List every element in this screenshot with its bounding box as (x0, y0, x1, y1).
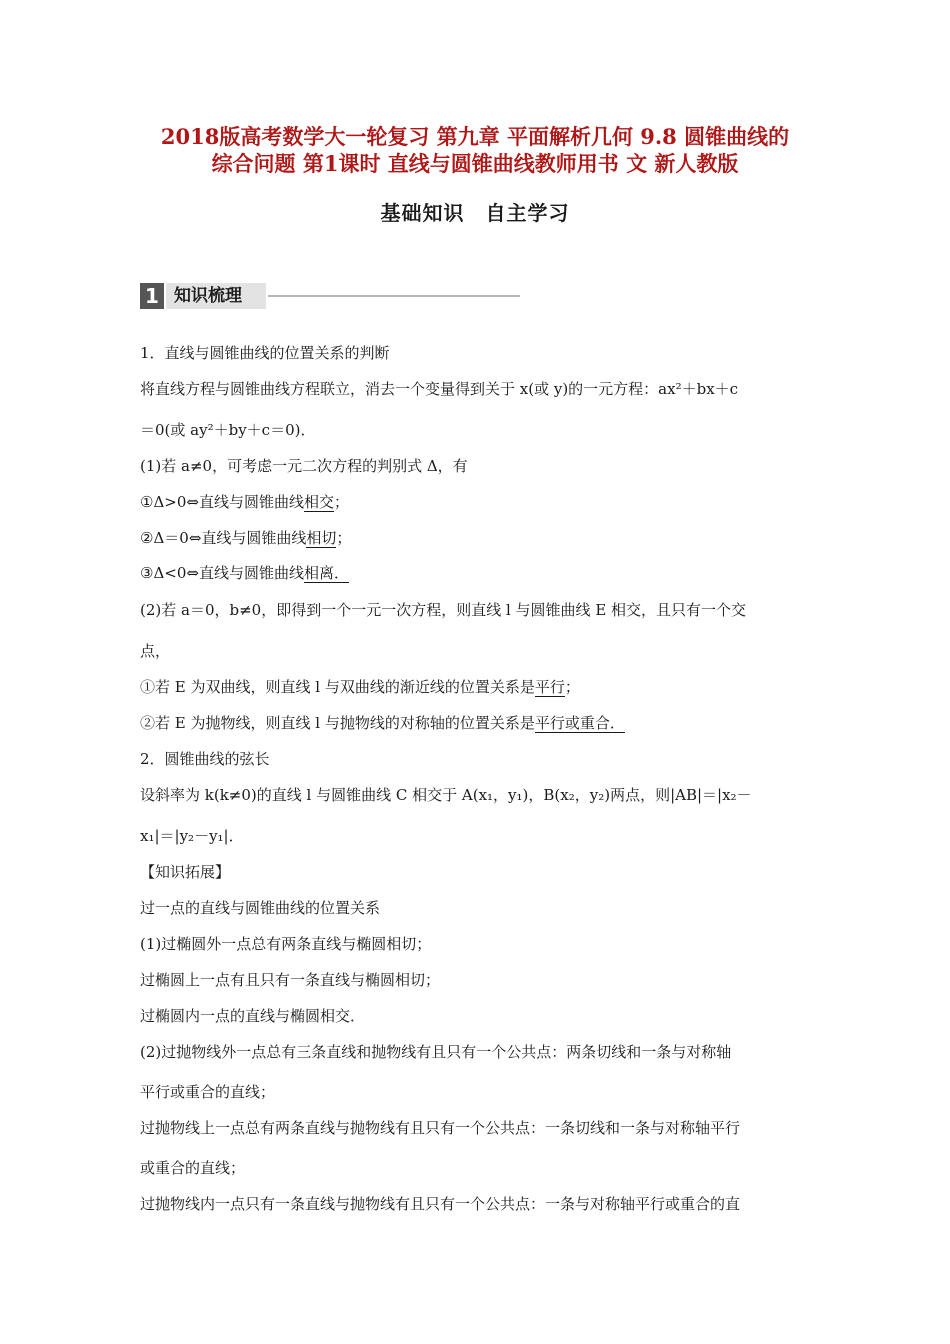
case-text: ②Δ＝0⇔直线与圆锥曲线 (140, 529, 307, 547)
paragraph-line: ＝0(或 ay²＋by＋c＝0)． (140, 421, 316, 439)
section-number-badge: 1 (140, 283, 164, 309)
paragraph-line: 过抛物线上一点总有两条直线与抛物线有且只有一个公共点：一条切线和一条与对称轴平行 (140, 1119, 741, 1137)
paragraph-line: 将直线方程与圆锥曲线方程联立，消去一个变量得到关于 x(或 y)的一元方程：ax²＋bx＋c (140, 380, 739, 398)
answer-underlined: 相切 (306, 529, 337, 547)
paragraph-line: 平行或重合的直线； (140, 1083, 276, 1101)
document-title-line-1: 2018版高考数学大一轮复习 第九章 平面解析几何 9.8 圆锥曲线的 (160, 124, 790, 149)
paragraph-line: (2)若 a＝0，b≠0，即得到一个一元一次方程，则直线 l 与圆锥曲线 E 相交，且只有一个交 (140, 601, 747, 619)
answer-underlined: 平行 (534, 678, 565, 696)
section-title: 知识梳理 (166, 283, 266, 309)
case-hyperbola (140, 677, 580, 697)
case-punct: ； (333, 493, 349, 511)
case-delta-zero (140, 528, 351, 548)
paragraph-line: (1)若 a≠0，可考虑一元二次方程的判别式 Δ，有 (140, 457, 468, 475)
knowledge-extension-heading: 【知识拓展】 (140, 863, 231, 881)
heading-chord-length: 2．圆锥曲线的弦长 (140, 750, 270, 768)
answer-underlined: 相离． (303, 564, 349, 582)
case-punct: ； (336, 529, 352, 547)
case-text: ③Δ<0⇔直线与圆锥曲线 (140, 564, 304, 582)
case-parabola (140, 713, 625, 733)
paragraph-line: 过椭圆上一点有且只有一条直线与椭圆相切； (140, 971, 441, 989)
paragraph-line: x₁|＝|y₂－y₁|． (140, 827, 244, 845)
answer-underlined: 相交 (303, 493, 334, 511)
paragraph-line: 过抛物线内一点只有一条直线与抛物线有且只有一个公共点：一条与对称轴平行或重合的直 (140, 1195, 741, 1213)
case-text: ②若 E 为抛物线，则直线 l 与抛物线的对称轴的位置关系是 (140, 714, 535, 732)
answer-underlined: 平行或重合． (534, 714, 625, 732)
paragraph-line: (1)过椭圆外一点总有两条直线与椭圆相切； (140, 935, 432, 953)
section-subtitle: 基础知识 自主学习 (380, 201, 570, 225)
document-title-line-2: 综合问题 第1课时 直线与圆锥曲线教师用书 文 新人教版 (211, 151, 739, 176)
paragraph-line: 点， (140, 642, 171, 660)
case-delta-negative (140, 563, 349, 583)
case-text: ①若 E 为双曲线，则直线 l 与双曲线的渐近线的位置关系是 (140, 678, 535, 696)
case-punct: ； (564, 678, 580, 696)
paragraph-line: 或重合的直线； (140, 1159, 246, 1177)
paragraph-line: 过椭圆内一点的直线与椭圆相交． (140, 1007, 366, 1025)
paragraph-line: (2)过抛物线外一点总有三条直线和抛物线有且只有一个公共点：两条切线和一条与对称轴 (140, 1043, 732, 1061)
paragraph-line: 过一点的直线与圆锥曲线的位置关系 (140, 899, 381, 917)
paragraph-line: 设斜率为 k(k≠0)的直线 l 与圆锥曲线 C 相交于 A(x₁，y₁)，B(x₂，y₂)两点，则|AB|＝|x₂－ (140, 786, 752, 804)
case-text: ①Δ>0⇔直线与圆锥曲线 (140, 493, 304, 511)
section-divider (268, 295, 520, 297)
case-delta-positive (140, 492, 349, 512)
heading-position-relation: 1．直线与圆锥曲线的位置关系的判断 (140, 344, 390, 362)
